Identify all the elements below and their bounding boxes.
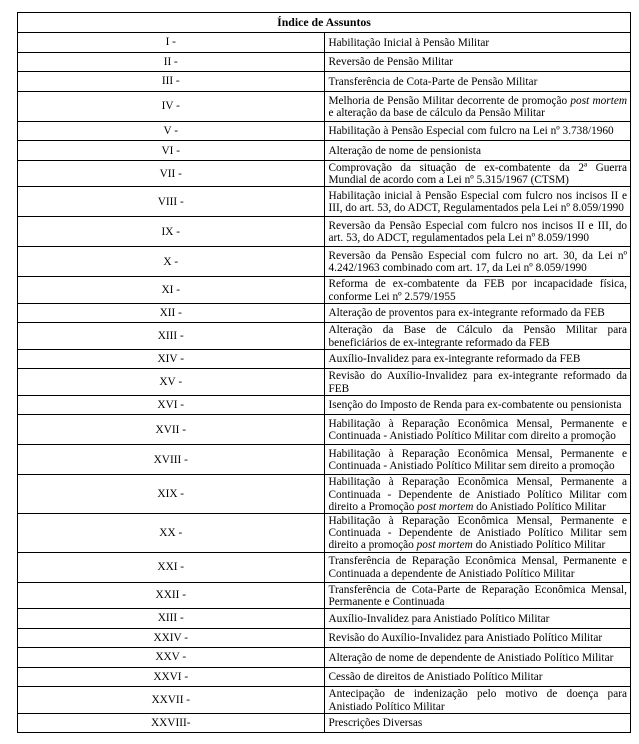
item-description	[324, 687, 631, 713]
italic-term: post mortem	[417, 500, 474, 513]
item-number: XXIV -	[18, 628, 325, 648]
item-number: XXI -	[18, 552, 325, 582]
item-description	[324, 72, 631, 92]
description-text: Reversão de Pensão Militar	[328, 56, 454, 69]
item-number: XII -	[18, 303, 325, 323]
item-number: IX -	[18, 217, 325, 247]
index-table-container	[17, 12, 631, 733]
description-text: Cessão de direitos de Anistiado Político Militar	[328, 671, 543, 684]
item-description	[324, 277, 631, 303]
table-row	[18, 141, 631, 161]
description-text: Auxílio-Invalidez para ex-integrante reformado da FEB	[328, 353, 581, 366]
index-table	[17, 12, 631, 733]
description-text: Transferência de Reparação Econômica Mensal, Permanente e Continuada a dependente de Anistiado Político Militar	[328, 555, 627, 580]
item-description	[324, 395, 631, 415]
italic-term: post mortem	[416, 539, 473, 552]
item-number: XIX -	[18, 475, 325, 514]
item-description	[324, 247, 631, 277]
description-text: e alteração da base de cálculo da Pensão Militar	[328, 106, 545, 119]
item-description	[324, 217, 631, 247]
description-text: do Anistiado Político Militar	[472, 539, 606, 552]
description-text: Alteração da Base de Cálculo da Pensão Militar para beneficiários de ex-integrante reformado da FEB	[328, 324, 627, 349]
item-description	[324, 187, 631, 217]
table-row	[18, 121, 631, 141]
table-row	[18, 395, 631, 415]
item-number: X -	[18, 247, 325, 277]
table-row	[18, 52, 631, 72]
description-text: Habilitação à Reparação Econômica Mensal, Permanente e Continuada - Dependente de Anistiado Político Militar sem direito a promoção	[328, 514, 627, 552]
item-number: XXVI -	[18, 667, 325, 687]
item-number: XV -	[18, 369, 325, 395]
table-body	[18, 33, 631, 733]
item-description	[324, 713, 631, 733]
description-text: Antecipação de indenização pelo motivo de doença para Anistiado Político Militar	[328, 688, 627, 713]
item-number: XIII -	[18, 323, 325, 349]
item-description	[324, 628, 631, 648]
item-description	[324, 349, 631, 369]
item-description	[324, 121, 631, 141]
table-row	[18, 445, 631, 475]
item-number: XXVIII-	[18, 713, 325, 733]
description-text: Habilitação inicial à Pensão Especial com fulcro nos incisos II e III, do art. 53, do ADCT, Regulamentados pela Lei nº 8.059/1990	[328, 190, 627, 215]
table-row	[18, 513, 631, 552]
item-description	[324, 552, 631, 582]
table-row	[18, 609, 631, 629]
description-text: Reforma de ex-combatente da FEB por incapacidade física, conforme Lei nº 2.579/1955	[328, 278, 627, 303]
description-text: Alteração de nome de dependente de Anistiado Político Militar	[328, 651, 614, 664]
table-row	[18, 475, 631, 514]
item-description	[324, 648, 631, 668]
item-description	[324, 415, 631, 445]
table-row	[18, 91, 631, 121]
item-number: XX -	[18, 513, 325, 552]
table-title: Índice de Assuntos	[18, 13, 631, 33]
table-header-row	[18, 13, 631, 33]
table-row	[18, 628, 631, 648]
item-number: XXV -	[18, 648, 325, 668]
description-text: Habilitação à Reparação Econômica Mensal, Permanente e Continuada - Anistiado Político Militar sem direito a promoção	[328, 448, 627, 473]
table-row	[18, 552, 631, 582]
item-number: XIV -	[18, 349, 325, 369]
item-description	[324, 667, 631, 687]
item-description	[324, 52, 631, 72]
item-number: VIII -	[18, 187, 325, 217]
description-text: Alteração de nome de pensionista	[328, 145, 481, 158]
table-row	[18, 415, 631, 445]
item-description	[324, 141, 631, 161]
item-number: VII -	[18, 160, 325, 186]
table-row	[18, 582, 631, 608]
item-number: IV -	[18, 91, 325, 121]
description-text: Reversão da Pensão Especial com fulcro nos incisos II e III, do art. 53, do ADCT, regulamentados pela Lei nº 8.059/1990	[328, 220, 627, 245]
item-number: XXII -	[18, 582, 325, 608]
description-text: Reversão da Pensão Especial com fulcro no art. 30, da Lei nº 4.242/1963 combinado com art. 17, da Lei nº 8.059/1990	[328, 250, 627, 275]
table-row	[18, 160, 631, 186]
item-number: XIII -	[18, 609, 325, 629]
table-row	[18, 323, 631, 349]
item-description	[324, 513, 631, 552]
table-row	[18, 687, 631, 713]
item-number: II -	[18, 52, 325, 72]
table-row	[18, 33, 631, 53]
table-row	[18, 667, 631, 687]
table-row	[18, 349, 631, 369]
description-text: Auxílio-Invalidez para Anistiado Político Militar	[328, 612, 550, 625]
description-text: Alteração de proventos para ex-integrante reformado da FEB	[328, 307, 605, 320]
description-text: Revisão do Auxílio-Invalidez para ex-integrante reformado da FEB	[328, 370, 627, 395]
description-text: Comprovação da situação de ex-combatente da 2ª Guerra Mundial de acordo com a Lei nº 5.315/1967 (CTSM)	[328, 161, 627, 187]
description-text: Isenção do Imposto de Renda para ex-combatente ou pensionista	[328, 399, 622, 412]
table-row	[18, 648, 631, 668]
item-description	[324, 475, 631, 514]
table-row	[18, 369, 631, 395]
table-row	[18, 217, 631, 247]
table-row	[18, 303, 631, 323]
item-description	[324, 323, 631, 349]
item-number: III -	[18, 72, 325, 92]
item-description	[324, 160, 631, 186]
table-row	[18, 187, 631, 217]
description-text: Habilitação à Pensão Especial com fulcro na Lei nº 3.738/1960	[328, 125, 614, 138]
item-number: VI -	[18, 141, 325, 161]
item-description	[324, 303, 631, 323]
table-row	[18, 277, 631, 303]
description-text: Habilitação à Reparação Econômica Mensal, Permanente a Continuada - Dependente de Anistiado Político Militar com direito a Promoção	[328, 476, 627, 513]
table-row	[18, 713, 631, 733]
item-number: XVIII -	[18, 445, 325, 475]
item-number: XVI -	[18, 395, 325, 415]
table-row	[18, 247, 631, 277]
description-text: Transferência de Cota-Parte de Reparação Econômica Mensal, Permanente e Continuada	[328, 583, 627, 608]
item-description	[324, 91, 631, 121]
description-text: Melhoria de Pensão Militar decorrente de promoção	[328, 94, 571, 107]
item-number: V -	[18, 121, 325, 141]
description-text: Habilitação Inicial à Pensão Militar	[328, 36, 490, 49]
item-number: XXVII -	[18, 687, 325, 713]
item-description	[324, 582, 631, 608]
description-text: Habilitação à Reparação Econômica Mensal, Permanente e Continuada - Anistiado Político Militar com direito a promoção	[328, 418, 627, 443]
item-description	[324, 609, 631, 629]
table-row	[18, 72, 631, 92]
description-text: Prescrições Diversas	[328, 717, 423, 730]
item-description	[324, 33, 631, 53]
description-text: Revisão do Auxílio-Invalidez para Anistiado Político Militar	[328, 632, 603, 645]
item-number: I -	[18, 33, 325, 53]
description-text: Transferência de Cota-Parte de Pensão Militar	[328, 75, 538, 88]
description-text: do Anistiado Político Militar	[473, 500, 606, 513]
item-description	[324, 369, 631, 395]
italic-term: post mortem	[570, 94, 628, 107]
item-number: XI -	[18, 277, 325, 303]
item-description	[324, 445, 631, 475]
item-number: XVII -	[18, 415, 325, 445]
